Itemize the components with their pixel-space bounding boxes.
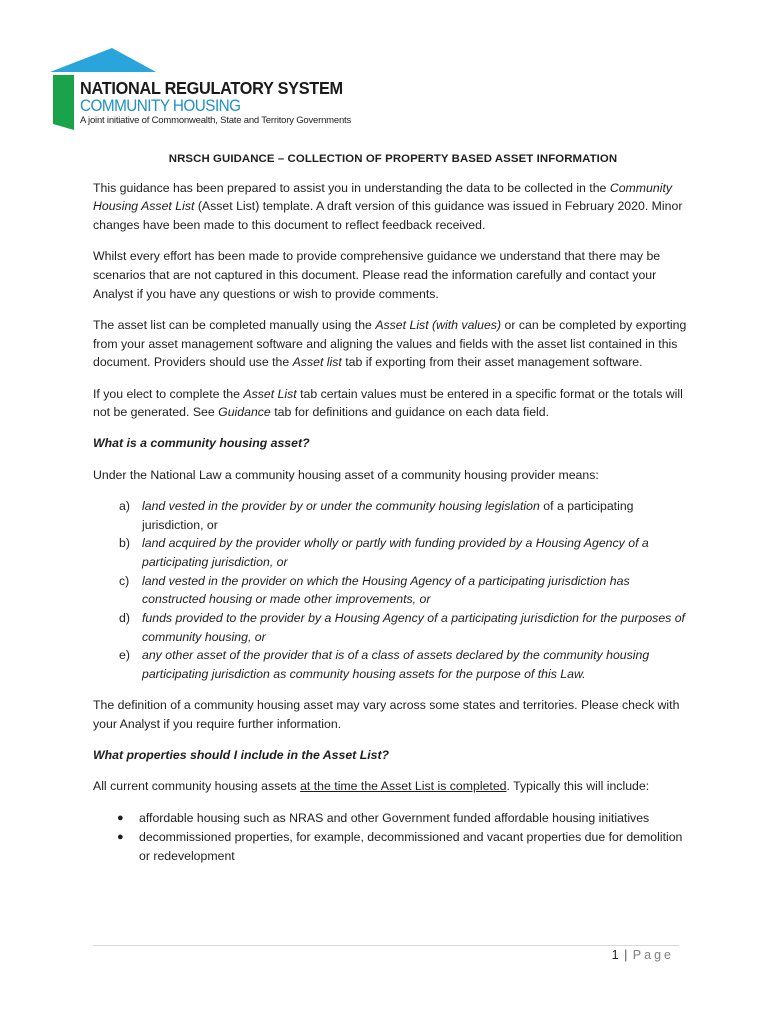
- logo-subtitle: COMMUNITY HOUSING: [80, 96, 241, 115]
- logo-title: NATIONAL REGULATORY SYSTEM: [80, 78, 343, 98]
- intro-paragraph-1: This guidance has been prepared to assist you in understanding the data to be collected in the Community Housing Asset List (Asset List) template. A draft version of this guidance was issued in February 2020. Minor changes have been made to this document to reflect feedback received.: [93, 180, 683, 233]
- section1-lead: Under the National Law a community housing asset of a community housing provider means:: [93, 467, 599, 482]
- properties-bullet-list: [93, 809, 693, 866]
- asset-definition-list: [93, 497, 693, 684]
- page-footer: [612, 948, 674, 962]
- footer-separator: |: [624, 948, 628, 962]
- page-label: Page: [632, 948, 674, 962]
- intro-paragraph-4: If you elect to complete the Asset List tab certain values must be entered in a specific format or the totals will not be generated. See Guidance tab for definitions and guidance on each data field.: [93, 386, 683, 420]
- section-heading-community-housing-asset: What is a community housing asset?: [93, 436, 310, 451]
- logo-roof: [50, 48, 156, 72]
- list-item: ● decommissioned properties, for example, decommissioned and vacant properties due for demolition or redevelopment: [117, 830, 683, 864]
- footer-divider: [93, 945, 679, 946]
- section-heading-properties-to-include: What properties should I include in the Asset List?: [93, 748, 390, 763]
- list-item: d) funds provided to the provider by a Housing Agency of a participating jurisdiction for the purposes of community housing, or: [119, 611, 685, 644]
- list-item: c) land vested in the provider on which the Housing Agency of a participating jurisdiction has constructed housing or made other improvements, or: [119, 573, 630, 607]
- document-body: [93, 150, 693, 867]
- page-number: 1: [611, 948, 619, 962]
- bullet-icon: ●: [117, 831, 124, 844]
- logo-wall: [53, 75, 74, 130]
- bullet-icon: ●: [117, 811, 124, 824]
- list-item: e) any other asset of the provider that is of a class of assets declared by the community housing participating jurisdiction as community housing assets for the purpose of this Law.: [119, 648, 650, 682]
- document-title: NRSCH GUIDANCE – COLLECTION OF PROPERTY BASED ASSET INFORMATION: [168, 153, 618, 165]
- list-item: b) land acquired by the provider wholly or partly with funding provided by a Housing Agency of a participating jurisdiction, or: [119, 536, 649, 569]
- intro-paragraph-2: Whilst every effort has been made to provide comprehensive guidance we understand that there may be scenarios that are not captured in this document. Please read the information carefully and contact your Analyst if you have any questions or wish to provide comments.: [93, 249, 661, 301]
- intro-paragraph-3: The asset list can be completed manually using the Asset List (with values) or can be completed by exporting from your asset management software and aligning the values and fields with the asset list contained in this document. Providers should use the Asset list tab if exporting from their asset management software.: [93, 317, 687, 370]
- section1-closing: The definition of a community housing asset may vary across some states and territories. Please check with your Analyst if you require further information.: [93, 698, 680, 732]
- logo-tagline: A joint initiative of Commonwealth, State and Territory Governments: [80, 115, 352, 126]
- list-item: ● affordable housing such as NRAS and other Government funded affordable housing initiatives: [93, 809, 693, 828]
- list-item: a) land vested in the provider by or under the community housing legislation of a participating jurisdiction, or: [119, 498, 634, 532]
- section2-lead: All current community housing assets at the time the Asset List is completed. Typically this will include:: [93, 779, 650, 794]
- nrsch-logo: [50, 48, 350, 132]
